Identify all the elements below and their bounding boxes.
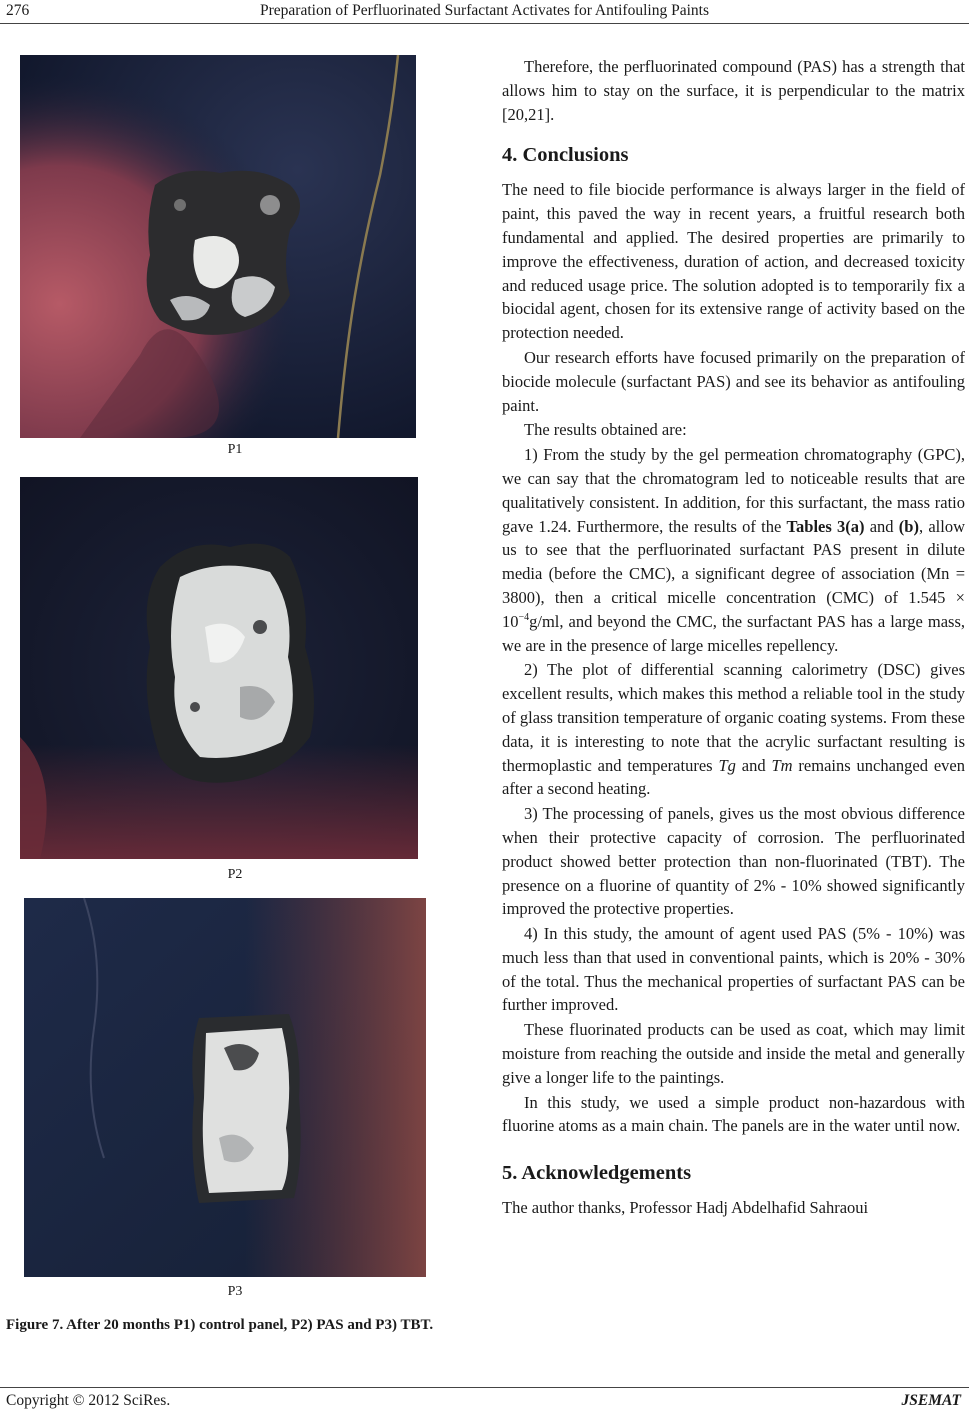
text-run: , allow us to see that the perfluorinated surfactant PAS present in dilute media (before the CMC), a significant degree of association (Mn = 3800), then a critical micelle concentration (CMC) of 1.545 × 10 bbox=[502, 516, 965, 631]
paragraph: Therefore, the perfluorinated compound (PAS) has a strength that allows him to stay on the surface, it is perpendicular to the matrix [20,21]. bbox=[502, 57, 965, 124]
text-run: and bbox=[864, 516, 899, 536]
paragraph: The results obtained are: bbox=[524, 420, 687, 440]
figure-caption: Figure 7. After 20 months P1) control panel, P2) PAS and P3) TBT. bbox=[6, 1317, 434, 1333]
copyright-notice: Copyright © 2012 SciRes. bbox=[6, 1392, 171, 1409]
paragraph-result-2 bbox=[502, 658, 965, 801]
paragraph: 3) The processing of panels, gives us the most obvious difference when their protective capacity of corrosion. The perfluorinated product showed better protection than non-fluorinated (TBT). The presence on a fluorine of quantity of 2% - 10% showed significantly improved the protective properties. bbox=[502, 804, 965, 919]
running-title: Preparation of Perfluorinated Surfactant Activates for Antifouling Paints bbox=[260, 2, 709, 19]
text-run: g/ml, and beyond the CMC, the surfactant PAS has a large mass, we are in the presence of large micelles repellency. bbox=[502, 611, 965, 655]
paragraph-result-1 bbox=[502, 443, 965, 657]
header-rule bbox=[0, 23, 969, 24]
symbol-tm: Tm bbox=[771, 755, 793, 775]
panel-photo-p1 bbox=[20, 55, 416, 438]
table-reference[interactable]: (b) bbox=[898, 516, 919, 536]
paragraph: In this study, we used a simple product non-hazardous with fluorine atoms as a main chain. The panels are in the water until now. bbox=[502, 1092, 965, 1136]
text-run: 1) From the study by the gel permeation chromatography (GPC), we can say that the chromatogram led to noticeable results that are qualitatively consistent. In addition, for this surfactant, the mass ratio gave 1.24. Furthermore, the results of the bbox=[502, 445, 965, 536]
footer-rule bbox=[0, 1387, 969, 1388]
symbol-tg: Tg bbox=[718, 755, 736, 775]
paragraph: The need to file biocide performance is always larger in the field of paint, this paved the way in recent years, a fruitful research both fundamental and applied. The desired properties are primarily to improve the effectiveness, duration of action, and decreased toxicity and reduced usage price. The solution adopted is to temporarily fix a biocidal agent, chosen for its extensive range of activity based on the protection needed. bbox=[502, 180, 965, 343]
journal-name: JSEMAT bbox=[901, 1392, 961, 1409]
table-reference[interactable]: Tables 3(a) bbox=[786, 516, 865, 536]
section-heading-acknowledgements: 5. Acknowledgements bbox=[502, 1162, 692, 1185]
panel-label: P2 bbox=[227, 867, 243, 882]
text-run: and bbox=[735, 755, 772, 775]
panel-label: P3 bbox=[227, 1284, 243, 1299]
paragraph: These fluorinated products can be used as coat, which may limit moisture from reaching the outside and inside the metal and generally give a longer life to the paintings. bbox=[502, 1020, 965, 1087]
panel-label: P1 bbox=[227, 442, 243, 457]
figure-7 bbox=[0, 40, 470, 1370]
exponent: −4 bbox=[518, 611, 530, 623]
page-number: 276 bbox=[6, 2, 30, 19]
paragraph: 4) In this study, the amount of agent used PAS (5% - 10%) was much less than that used in conventional paints, which is 20% - 30% of the total. Thus the mechanical properties of surfactant PAS can be further improved. bbox=[502, 924, 965, 1015]
panel-photo-p2 bbox=[20, 477, 418, 859]
panel-photo-p3 bbox=[24, 898, 426, 1277]
text-run: 2) The plot of differential scanning calorimetry (DSC) gives excellent results, which makes this method a reliable tool in the study of glass transition temperature of organic coating systems. From these data, it is interesting to note that the acrylic surfactant resulting is thermoplastic and temperatures bbox=[502, 660, 965, 775]
paragraph: Our research efforts have focused primarily on the preparation of biocide molecule (surfactant PAS) and see its behavior as antifouling paint. bbox=[502, 347, 965, 415]
section-heading-conclusions: 4. Conclusions bbox=[502, 144, 629, 167]
paragraph: The author thanks, Professor Hadj Abdelhafid Sahraoui bbox=[502, 1198, 869, 1218]
body-text-column bbox=[502, 55, 965, 1221]
text-run: remains unchanged even after a second heating. bbox=[502, 755, 965, 799]
page-header bbox=[0, 0, 969, 22]
